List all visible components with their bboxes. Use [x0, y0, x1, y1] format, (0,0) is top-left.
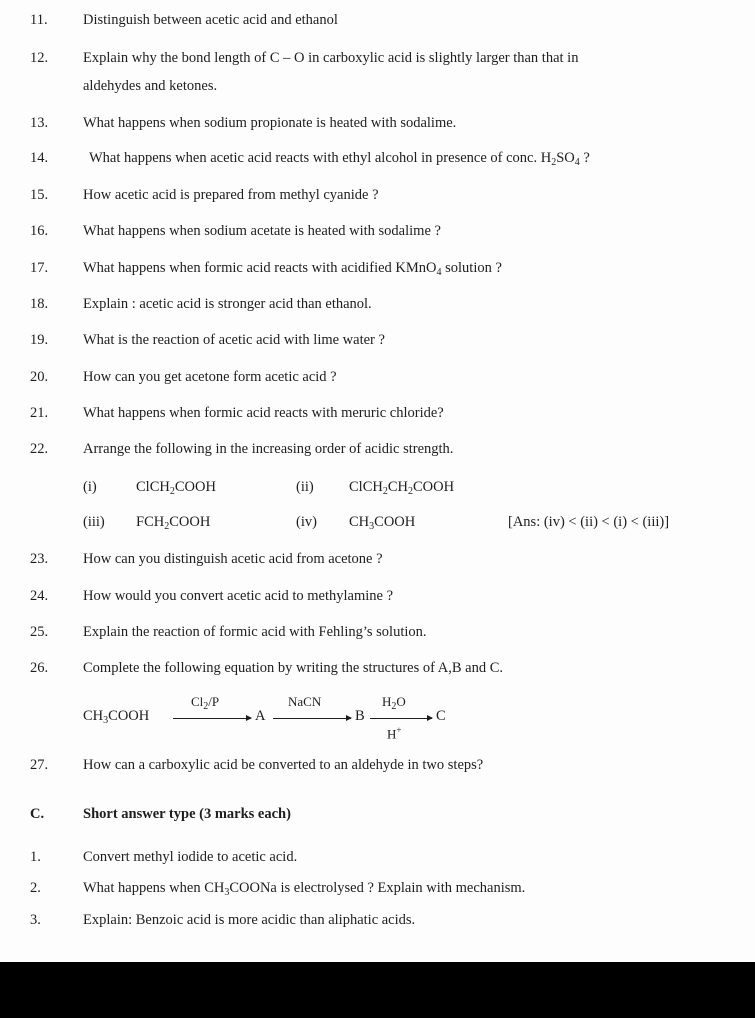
question-text: Distinguish between acetic acid and ethanol [83, 12, 338, 28]
question-text: Explain the reaction of formic acid with Fehling’s solution. [83, 624, 427, 640]
option-formula: $ClCH_2CH_2COOH$ [349, 479, 455, 497]
question-number: 3. [30, 912, 41, 928]
question-text: What happens when formic acid reacts with acidified KMnO$_4$ solution ? [83, 260, 502, 278]
reaction-arrow [273, 718, 351, 719]
question-text: What happens when sodium acetate is heated with sodalime ? [83, 223, 441, 239]
question-text: How can you get acetone form acetic acid ? [83, 369, 337, 385]
reagent-condition: H+ [387, 725, 402, 742]
reagent-condition: NaCN [288, 694, 322, 709]
question-number: 11. [30, 12, 48, 28]
question-text: How would you convert acetic acid to methylamine ? [83, 588, 394, 604]
question-text: How can you distinguish acetic acid from acetone ? [83, 551, 383, 567]
question-number: 14. [30, 150, 49, 166]
option-formula: $FCH_2COOH$ [136, 514, 211, 532]
bottom-black-bar [0, 962, 755, 1018]
option-formula: $CH_3COOH$ [349, 514, 416, 532]
option-formula: ClCH$_2$COOH [136, 479, 216, 497]
product-c: C [436, 708, 446, 724]
question-number: 23. [30, 551, 49, 567]
question-text: Explain why the bond length of C – O in carboxylic acid is slightly larger than that in [83, 50, 579, 66]
question-number: 27. [30, 757, 49, 773]
question-text: What happens when formic acid reacts with meruric chloride? [83, 405, 444, 421]
question-text: What is the reaction of acetic acid with lime water ? [83, 332, 385, 348]
question-text: How acetic acid is prepared from methyl cyanide ? [83, 187, 379, 203]
question-number: 2. [30, 880, 41, 896]
question-text: Convert methyl iodide to acetic acid. [83, 849, 298, 865]
question-number: 20. [30, 369, 49, 385]
reaction-scheme [83, 694, 503, 744]
question-number: 17. [30, 260, 49, 276]
question-text: What happens when acetic acid reacts with ethyl alcohol in presence of conc. $H_2SO_4$ ? [89, 150, 590, 168]
question-text: What happens when sodium propionate is heated with sodalime. [83, 115, 457, 131]
question-text: What happens when $CH_3COONa$ is electrolysed ? Explain with mechanism. [83, 880, 526, 898]
section-label: C. [30, 806, 45, 822]
question-text: Explain: Benzoic acid is more acidic than aliphatic acids. [83, 912, 416, 928]
question-number: 12. [30, 50, 49, 66]
question-number: 16. [30, 223, 49, 239]
question-number: 13. [30, 115, 49, 131]
option-label: (iii) [83, 514, 105, 530]
option-label: (ii) [296, 479, 314, 495]
question-number: 21. [30, 405, 49, 421]
question-text: Arrange the following in the increasing order of acidic strength. [83, 441, 454, 457]
answer-key: [Ans: (iv) < (ii) < (i) < (iii)] [508, 514, 670, 530]
question-number: 25. [30, 624, 49, 640]
section-title: Short answer type (3 marks each) [83, 806, 291, 822]
question-text: Complete the following equation by writing the structures of A,B and C. [83, 660, 504, 676]
question-number: 26. [30, 660, 49, 676]
reagent-condition: $H_2O$ [382, 694, 406, 712]
question-number: 24. [30, 588, 49, 604]
product-a: A [255, 708, 266, 724]
question-number: 19. [30, 332, 49, 348]
question-number: 18. [30, 296, 49, 312]
question-number: 1. [30, 849, 41, 865]
question-text-continued: aldehydes and ketones. [83, 78, 218, 94]
question-text: Explain : acetic acid is stronger acid than ethanol. [83, 296, 372, 312]
reaction-arrow [370, 718, 432, 719]
question-text: How can a carboxylic acid be converted to an aldehyde in two steps? [83, 757, 484, 773]
question-number: 15. [30, 187, 49, 203]
question-number: 22. [30, 441, 49, 457]
option-label: (i) [83, 479, 97, 495]
product-b: B [355, 708, 365, 724]
option-label: (iv) [296, 514, 317, 530]
reaction-arrow [173, 718, 251, 719]
reactant: $CH_3COOH$ [83, 708, 150, 726]
reagent-condition: $Cl_2/P$ [191, 694, 220, 712]
